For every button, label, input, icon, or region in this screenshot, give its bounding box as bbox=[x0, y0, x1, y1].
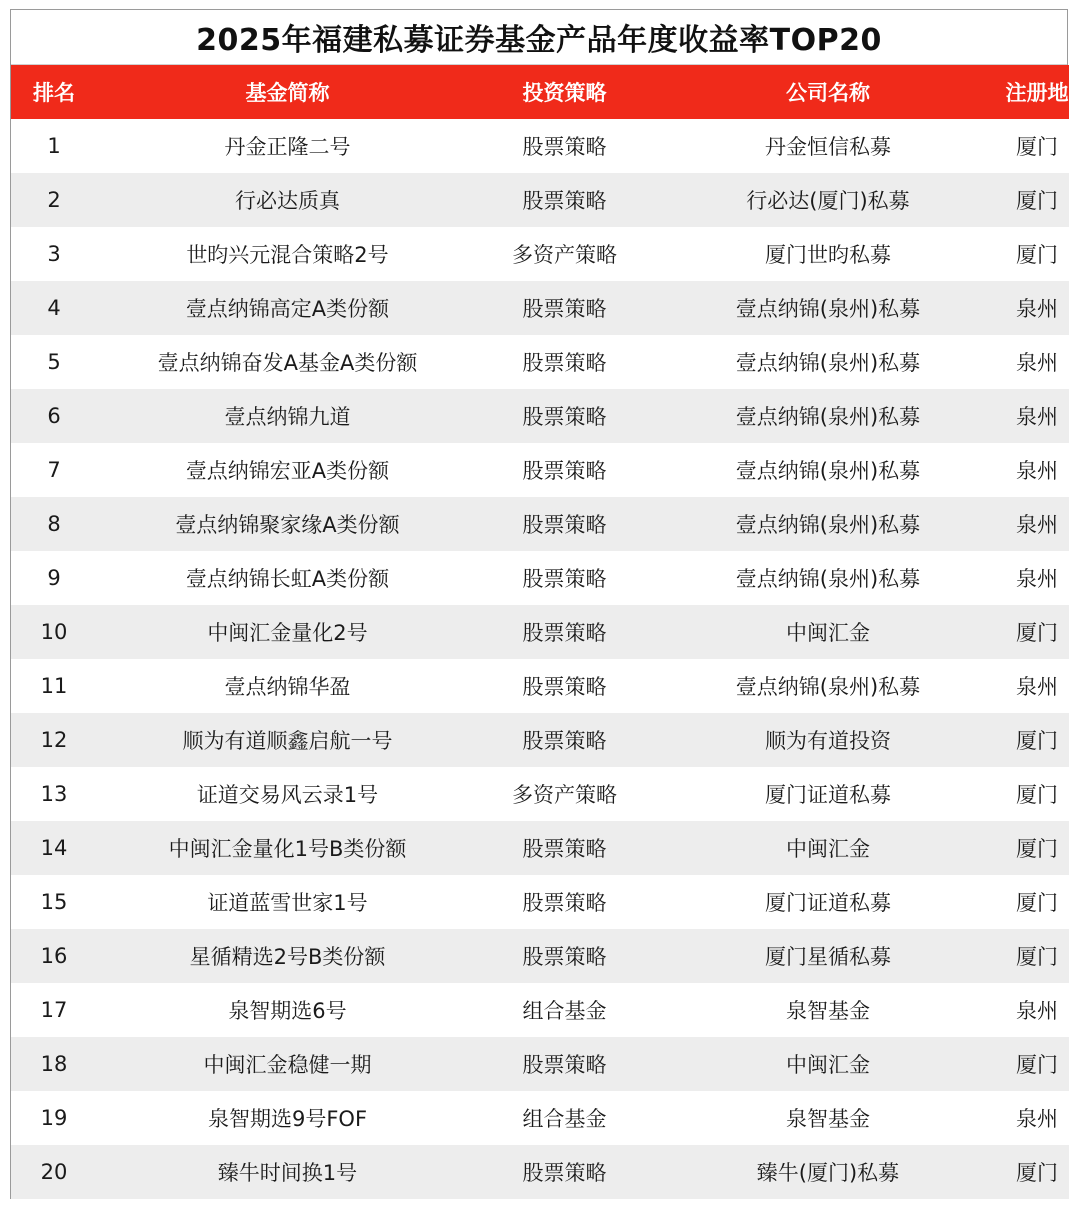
rank-cell: 6 bbox=[47, 404, 61, 428]
fund-name-cell: 世昀兴元混合策略2号 bbox=[186, 243, 389, 267]
strategy-cell: 股票策略 bbox=[522, 189, 607, 213]
location-cell: 厦门 bbox=[1016, 621, 1058, 645]
rank-cell: 12 bbox=[40, 728, 68, 752]
company-cell: 厦门世昀私募 bbox=[765, 243, 891, 267]
fund-name-cell: 泉智期选9号FOF bbox=[207, 1107, 368, 1131]
location-cell: 厦门 bbox=[1016, 1161, 1058, 1185]
rank-cell: 9 bbox=[47, 566, 61, 590]
strategy-cell: 股票策略 bbox=[522, 459, 607, 483]
strategy-cell: 股票策略 bbox=[522, 675, 607, 699]
company-cell: 壹点纳锦(泉州)私募 bbox=[735, 297, 921, 321]
table-row bbox=[11, 389, 1069, 443]
strategy-cell: 组合基金 bbox=[522, 999, 607, 1023]
strategy-cell: 股票策略 bbox=[522, 1161, 607, 1185]
company-cell: 丹金恒信私募 bbox=[765, 135, 891, 159]
company-cell: 中闽汇金 bbox=[786, 1053, 870, 1077]
location-cell: 厦门 bbox=[1016, 891, 1058, 915]
rank-cell: 10 bbox=[40, 620, 68, 644]
strategy-cell: 股票策略 bbox=[522, 837, 607, 861]
strategy-cell: 股票策略 bbox=[522, 513, 607, 537]
fund-name-cell: 行必达质真 bbox=[235, 189, 340, 213]
fund-name-cell: 丹金正隆二号 bbox=[224, 135, 351, 159]
company-cell: 壹点纳锦(泉州)私募 bbox=[735, 513, 921, 537]
company-cell: 壹点纳锦(泉州)私募 bbox=[735, 351, 921, 375]
table-row bbox=[11, 335, 1069, 389]
location-cell: 泉州 bbox=[1016, 459, 1058, 483]
strategy-cell: 多资产策略 bbox=[512, 243, 617, 267]
location-cell: 泉州 bbox=[1016, 405, 1058, 429]
location-cell: 泉州 bbox=[1016, 567, 1058, 591]
location-cell: 泉州 bbox=[1016, 297, 1058, 321]
table-row bbox=[11, 551, 1069, 605]
location-cell: 厦门 bbox=[1016, 243, 1058, 267]
strategy-cell: 股票策略 bbox=[522, 351, 607, 375]
rank-cell: 7 bbox=[47, 458, 61, 482]
company-cell: 壹点纳锦(泉州)私募 bbox=[735, 675, 921, 699]
company-cell: 臻牛(厦门)私募 bbox=[756, 1161, 900, 1185]
location-cell: 泉州 bbox=[1016, 999, 1058, 1023]
company-cell: 厦门证道私募 bbox=[765, 891, 891, 915]
location-cell: 泉州 bbox=[1016, 675, 1058, 699]
location-cell: 厦门 bbox=[1016, 1053, 1058, 1077]
table-row bbox=[11, 929, 1069, 983]
company-cell: 泉智基金 bbox=[786, 1107, 870, 1131]
fund-name-cell: 臻牛时间换1号 bbox=[217, 1161, 358, 1185]
company-cell: 中闽汇金 bbox=[786, 837, 870, 861]
table-row bbox=[11, 875, 1069, 929]
company-cell: 壹点纳锦(泉州)私募 bbox=[735, 567, 921, 591]
fund-name-cell: 泉智期选6号 bbox=[228, 999, 347, 1023]
rank-cell: 4 bbox=[47, 296, 61, 320]
fund-name-cell: 壹点纳锦奋发A基金A类份额 bbox=[157, 351, 418, 375]
rank-cell: 14 bbox=[40, 836, 68, 860]
ranking-table-container bbox=[10, 9, 1068, 1199]
strategy-cell: 股票策略 bbox=[522, 1053, 607, 1077]
strategy-cell: 组合基金 bbox=[522, 1107, 607, 1131]
table-row bbox=[11, 443, 1069, 497]
table-row bbox=[11, 659, 1069, 713]
fund-name-cell: 证道交易风云录1号 bbox=[196, 783, 379, 807]
company-cell: 壹点纳锦(泉州)私募 bbox=[735, 405, 921, 429]
fund-name-cell: 壹点纳锦高定A类份额 bbox=[185, 297, 390, 321]
strategy-cell: 股票策略 bbox=[522, 297, 607, 321]
strategy-cell: 股票策略 bbox=[522, 945, 607, 969]
company-cell: 泉智基金 bbox=[786, 999, 870, 1023]
company-cell: 厦门星循私募 bbox=[765, 945, 891, 969]
header-location: 注册地 bbox=[1005, 81, 1069, 105]
table-row bbox=[11, 605, 1069, 659]
table-row bbox=[11, 1037, 1069, 1091]
company-cell: 壹点纳锦(泉州)私募 bbox=[735, 459, 921, 483]
strategy-cell: 股票策略 bbox=[522, 621, 607, 645]
rank-cell: 8 bbox=[47, 512, 61, 536]
table-row bbox=[11, 227, 1069, 281]
fund-name-cell: 星循精选2号B类份额 bbox=[189, 945, 386, 969]
fund-name-cell: 壹点纳锦九道 bbox=[224, 405, 351, 429]
table-row bbox=[11, 713, 1069, 767]
rank-cell: 20 bbox=[40, 1160, 68, 1184]
fund-ranking-table bbox=[11, 65, 1069, 1199]
table-row bbox=[11, 1091, 1069, 1145]
rank-cell: 18 bbox=[40, 1052, 68, 1076]
table-row bbox=[11, 767, 1069, 821]
table-row bbox=[11, 281, 1069, 335]
location-cell: 厦门 bbox=[1016, 783, 1058, 807]
rank-cell: 16 bbox=[40, 944, 68, 968]
strategy-cell: 股票策略 bbox=[522, 729, 607, 753]
location-cell: 厦门 bbox=[1016, 945, 1058, 969]
table-row bbox=[11, 497, 1069, 551]
rank-cell: 19 bbox=[40, 1106, 68, 1130]
location-cell: 厦门 bbox=[1016, 189, 1058, 213]
header-fund-name: 基金简称 bbox=[245, 81, 330, 105]
rank-cell: 11 bbox=[40, 674, 68, 698]
rank-cell: 13 bbox=[40, 782, 68, 806]
company-cell: 顺为有道投资 bbox=[765, 729, 891, 753]
location-cell: 泉州 bbox=[1016, 351, 1058, 375]
header-rank: 排名 bbox=[33, 81, 75, 105]
strategy-cell: 股票策略 bbox=[522, 405, 607, 429]
header-row bbox=[11, 65, 1069, 119]
company-cell: 行必达(厦门)私募 bbox=[746, 189, 910, 213]
company-cell: 厦门证道私募 bbox=[765, 783, 891, 807]
header-company: 公司名称 bbox=[786, 81, 870, 105]
rank-cell: 17 bbox=[40, 998, 68, 1022]
table-title: 2025年福建私募证券基金产品年度收益率TOP20 bbox=[11, 10, 1067, 65]
table-row bbox=[11, 173, 1069, 227]
rank-cell: 2 bbox=[47, 188, 61, 212]
table-row bbox=[11, 983, 1069, 1037]
location-cell: 厦门 bbox=[1016, 135, 1058, 159]
company-cell: 中闽汇金 bbox=[786, 621, 870, 645]
table-row bbox=[11, 1145, 1069, 1199]
location-cell: 泉州 bbox=[1016, 513, 1058, 537]
rank-cell: 15 bbox=[40, 890, 68, 914]
table-row bbox=[11, 821, 1069, 875]
header-strategy: 投资策略 bbox=[522, 81, 607, 105]
fund-name-cell: 壹点纳锦聚家缘A类份额 bbox=[175, 513, 400, 537]
fund-name-cell: 顺为有道顺鑫启航一号 bbox=[182, 729, 393, 753]
fund-name-cell: 证道蓝雪世家1号 bbox=[207, 891, 368, 915]
fund-name-cell: 壹点纳锦宏亚A类份额 bbox=[185, 459, 390, 483]
fund-name-cell: 中闽汇金量化2号 bbox=[207, 621, 368, 645]
strategy-cell: 股票策略 bbox=[522, 891, 607, 915]
strategy-cell: 多资产策略 bbox=[512, 783, 617, 807]
location-cell: 厦门 bbox=[1016, 729, 1058, 753]
fund-name-cell: 壹点纳锦华盈 bbox=[224, 675, 351, 699]
strategy-cell: 股票策略 bbox=[522, 135, 607, 159]
strategy-cell: 股票策略 bbox=[522, 567, 607, 591]
rank-cell: 3 bbox=[47, 242, 61, 266]
location-cell: 泉州 bbox=[1016, 1107, 1058, 1131]
fund-name-cell: 中闽汇金稳健一期 bbox=[203, 1053, 372, 1077]
table-row bbox=[11, 119, 1069, 173]
fund-name-cell: 中闽汇金量化1号B类份额 bbox=[168, 837, 407, 861]
rank-cell: 1 bbox=[47, 134, 61, 158]
rank-cell: 5 bbox=[47, 350, 61, 374]
fund-name-cell: 壹点纳锦长虹A类份额 bbox=[185, 567, 390, 591]
location-cell: 厦门 bbox=[1016, 837, 1058, 861]
